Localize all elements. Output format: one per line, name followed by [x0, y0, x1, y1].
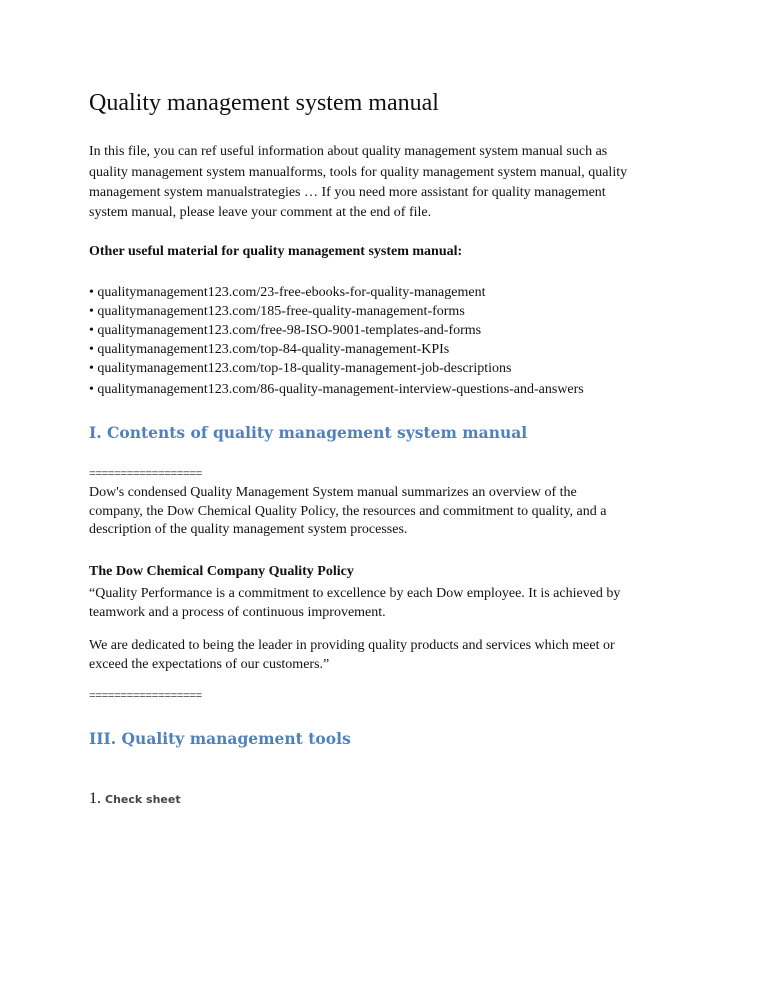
- separator: ==================: [89, 688, 202, 702]
- item-number: 1.: [89, 790, 101, 807]
- dow-line: Dow's condensed Quality Management System manual summarizes an overview of the: [89, 485, 577, 500]
- section-heading-contents: I. Contents of quality management system manual: [89, 423, 528, 442]
- link-item[interactable]: • qualitymanagement123.com/185-free-quality-management-forms: [89, 304, 465, 319]
- other-material-heading: Other useful material for quality management system manual:: [89, 244, 463, 259]
- intro-line: In this file, you can ref useful information about quality management system manual such as: [89, 144, 608, 159]
- dedicated-line: exceed the expectations of our customers.”: [89, 657, 330, 672]
- link-item[interactable]: • qualitymanagement123.com/top-84-quality-management-KPIs: [89, 342, 450, 357]
- intro-line: system manual, please leave your comment at the end of file.: [89, 205, 432, 220]
- link-item[interactable]: • qualitymanagement123.com/86-quality-management-interview-questions-and-answers: [89, 382, 584, 397]
- dow-line: description of the quality management system processes.: [89, 522, 408, 537]
- link-item[interactable]: • qualitymanagement123.com/free-98-ISO-9001-templates-and-forms: [89, 323, 482, 338]
- page-title: Quality management system manual: [89, 90, 439, 116]
- section-heading-tools: III. Quality management tools: [89, 729, 351, 748]
- list-item-check-sheet: [89, 790, 181, 809]
- item-label: Check sheet: [105, 793, 181, 806]
- link-item[interactable]: • qualitymanagement123.com/23-free-ebooks-for-quality-management: [89, 285, 486, 300]
- dow-line: company, the Dow Chemical Quality Policy, the resources and commitment to quality, and a: [89, 504, 607, 519]
- intro-line: quality management system manualforms, tools for quality management system manual, quality: [89, 165, 628, 180]
- separator: ==================: [89, 466, 202, 480]
- link-item[interactable]: • qualitymanagement123.com/top-18-quality-management-job-descriptions: [89, 361, 512, 376]
- intro-line: management system manualstrategies … If you need more assistant for quality management: [89, 185, 606, 200]
- quote-line: teamwork and a process of continuous improvement.: [89, 605, 386, 620]
- dedicated-line: We are dedicated to being the leader in providing quality products and services which meet or: [89, 638, 615, 653]
- policy-heading: The Dow Chemical Company Quality Policy: [89, 564, 354, 579]
- quote-line: “Quality Performance is a commitment to excellence by each Dow employee. It is achieved by: [89, 586, 621, 601]
